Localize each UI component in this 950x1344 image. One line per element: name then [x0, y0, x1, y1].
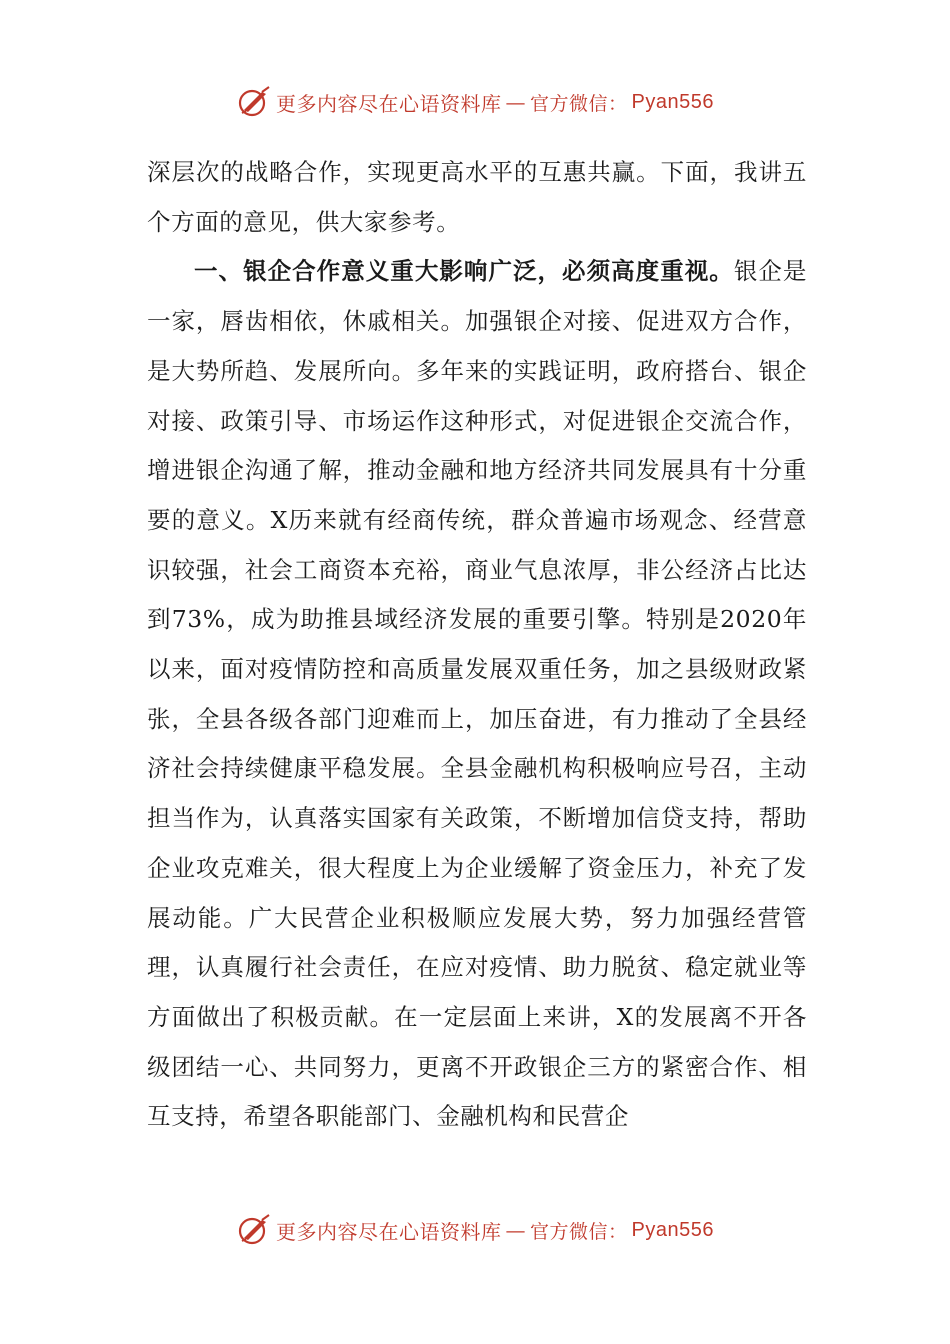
watermark-main-text: 更多内容尽在心语资料库: [276, 1219, 502, 1244]
section-heading: 一、银企合作意义重大影响广泛，必须高度重视。: [194, 257, 734, 286]
watermark-main-text: 更多内容尽在心语资料库: [276, 91, 502, 116]
paragraph-intro: 深层次的战略合作，实现更高水平的互惠共赢。下面，我讲五个方面的意见，供大家参考。: [147, 158, 807, 236]
paragraph-section-one: [147, 247, 807, 1142]
watermark-sub-text: 官方微信：: [530, 92, 628, 115]
pen-logo-icon: [236, 1212, 272, 1248]
watermark-id-text: Pyan556: [631, 90, 714, 113]
header-watermark: [0, 84, 950, 120]
watermark-dash: —: [505, 1218, 526, 1242]
document-body: [147, 148, 807, 1142]
footer-watermark: [0, 1212, 950, 1248]
watermark-sub-text: 官方微信：: [530, 1220, 628, 1243]
watermark-dash: —: [505, 90, 526, 114]
section-body: 银企是一家，唇齿相依，休戚相关。加强银企对接、促进双方合作，是大势所趋、发展所向。多年来的实践证明，政府搭台、银企对接、政策引导、市场运作这种形式，对促进银企交流合作，增进银企沟通了解，推动金融和地方经济共同发展具有十分重要的意义。X历来就有经商传统，群众普遍市场观念、经营意识较强，社会工商资本充裕，商业气息浓厚，非公经济占比达到73%，成为助推县域经济发展的重要引擎。特别是2020年以来，面对疫情防控和高质量发展双重任务，加之县级财政紧张，全县各级各部门迎难而上，加压奋进，有力推动了全县经济社会持续健康平稳发展。全县金融机构积极响应号召，主动担当作为，认真落实国家有关政策，不断增加信贷支持，帮助企业攻克难关，很大程度上为企业缓解了资金压力，补充了发展动能。广大民营企业积极顺应发展大势，努力加强经营管理，认真履行社会责任，在应对疫情、助力脱贫、稳定就业等方面做出了积极贡献。在一定层面上来讲，X的发展离不开各级团结一心、共同努力，更离不开政银企三方的紧密合作、相互支持，希望各职能部门、金融机构和民营企: [147, 257, 807, 1131]
watermark-id-text: Pyan556: [631, 1218, 714, 1241]
pen-logo-icon: [236, 84, 272, 120]
